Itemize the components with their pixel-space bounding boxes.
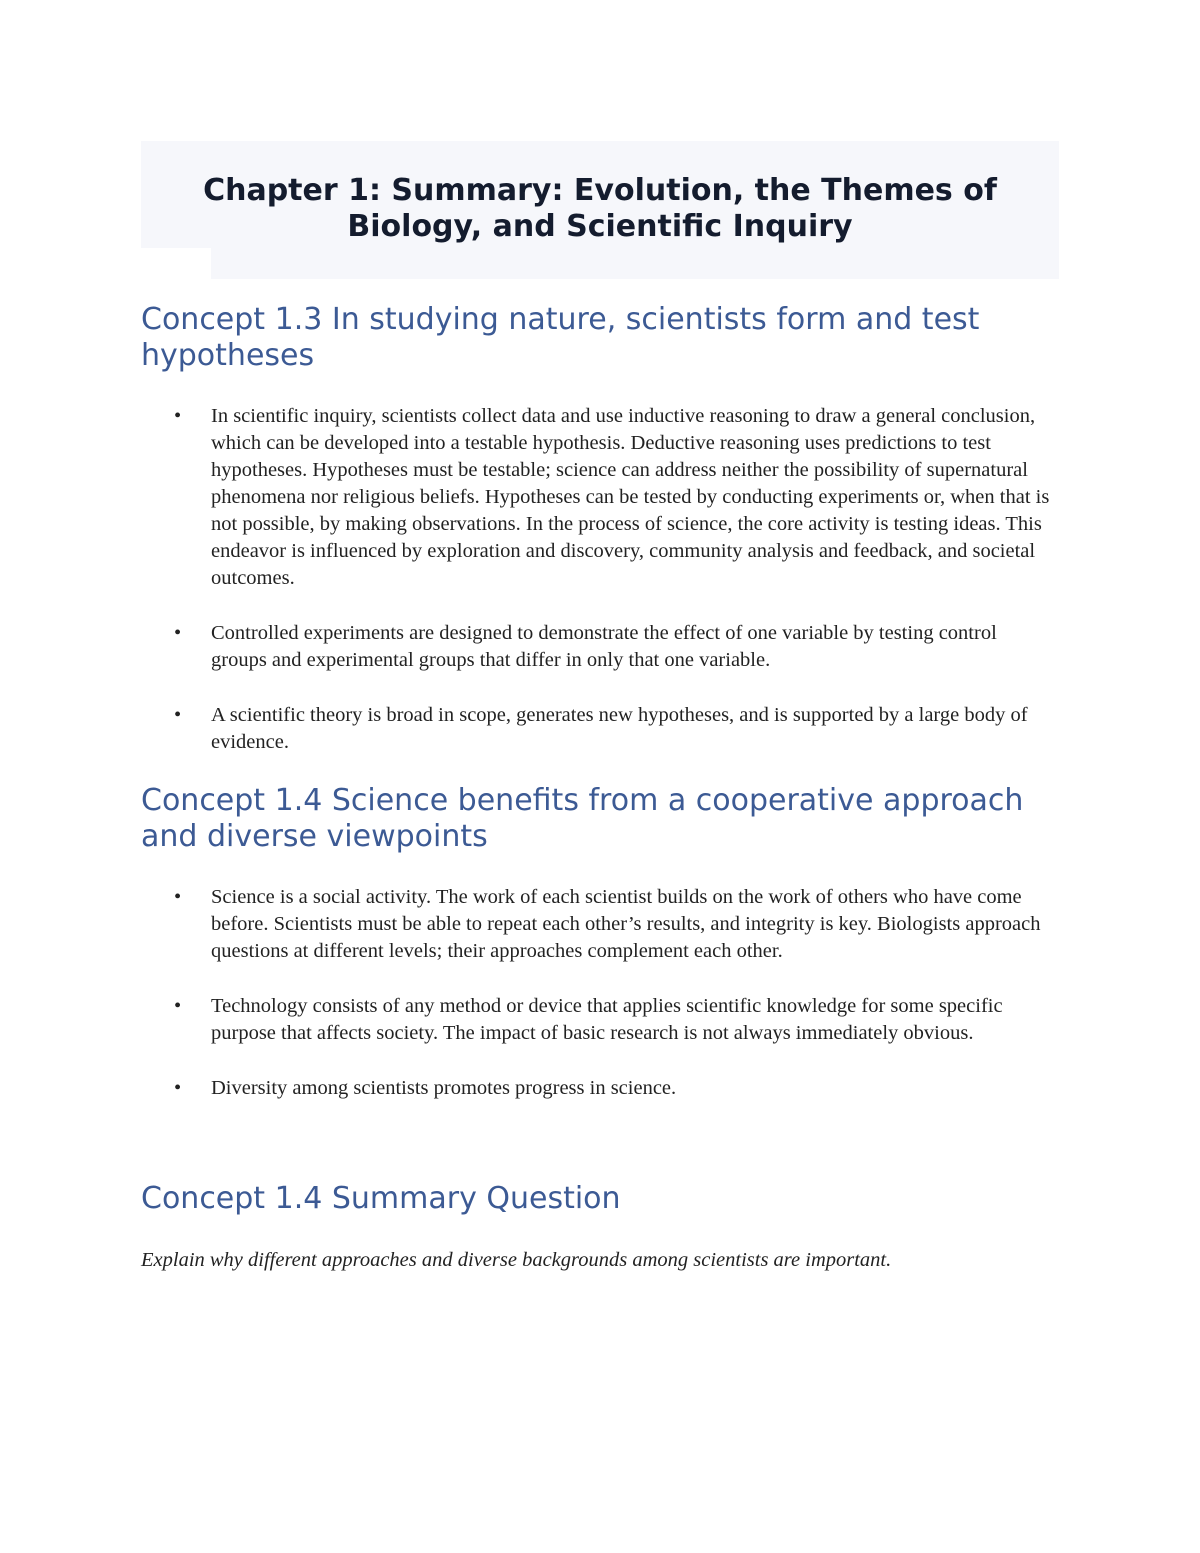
list-item (141, 620, 1051, 674)
bullet-text: A scientific theory is broad in scope, generates new hypotheses, and is supported by a large body of evidence. (211, 704, 1028, 753)
bullet-icon: • (174, 1077, 182, 1099)
summary-question: Explain why different approaches and diverse backgrounds among scientists are important. (141, 1249, 892, 1271)
section-heading-summary-question: Concept 1.4 Summary Question (141, 1181, 621, 1216)
list-item (141, 884, 1051, 965)
list-item (141, 1075, 1051, 1102)
bullet-icon: • (174, 995, 182, 1017)
list-item (141, 993, 1051, 1047)
list-item (141, 403, 1051, 592)
bullet-text: Technology consists of any method or device that applies scientific knowledge for some specific purpose that affects society. The impact of basic research is not always immediately obvious. (211, 995, 1003, 1044)
bullet-text: Controlled experiments are designed to demonstrate the effect of one variable by testing control groups and experimental groups that differ in only that one variable. (211, 622, 997, 671)
section-heading-concept-1-3: Concept 1.3 In studying nature, scientists form and test hypotheses (141, 302, 980, 373)
concept-1-4-bullet-list (141, 884, 1061, 1130)
bullet-icon: • (174, 405, 182, 427)
list-item (141, 702, 1051, 756)
title-background-notch (141, 248, 211, 279)
bullet-text: Science is a social activity. The work of each scientist builds on the work of others who have come before. Scientists must be able to repeat each other’s results, and integrity is key. Biologists approach questions at different levels; their approaches complement each other. (211, 886, 1041, 962)
concept-1-3-bullet-list (141, 403, 1061, 784)
bullet-icon: • (174, 886, 182, 908)
bullet-icon: • (174, 704, 182, 726)
bullet-icon: • (174, 622, 182, 644)
bullet-text: Diversity among scientists promotes progress in science. (211, 1077, 677, 1099)
bullet-text: In scientific inquiry, scientists collect data and use inductive reasoning to draw a general conclusion, which can be developed into a testable hypothesis. Deductive reasoning uses predictions to test hypotheses. Hypotheses must be testable; science can address neither the possibility of supernatural phenomena nor religious beliefs. Hypotheses can be tested by conducting experiments or, when that is not possible, by making observations. In the process of science, the core activity is testing ideas. This endeavor is influenced by exploration and discovery, community analysis and feedback, and societal outcomes. (211, 405, 1050, 589)
section-heading-concept-1-4: Concept 1.4 Science benefits from a cooperative approach and diverse viewpoints (141, 783, 1024, 854)
document-title: Chapter 1: Summary: Evolution, the Themes of Biology, and Scientific Inquiry (203, 173, 997, 244)
